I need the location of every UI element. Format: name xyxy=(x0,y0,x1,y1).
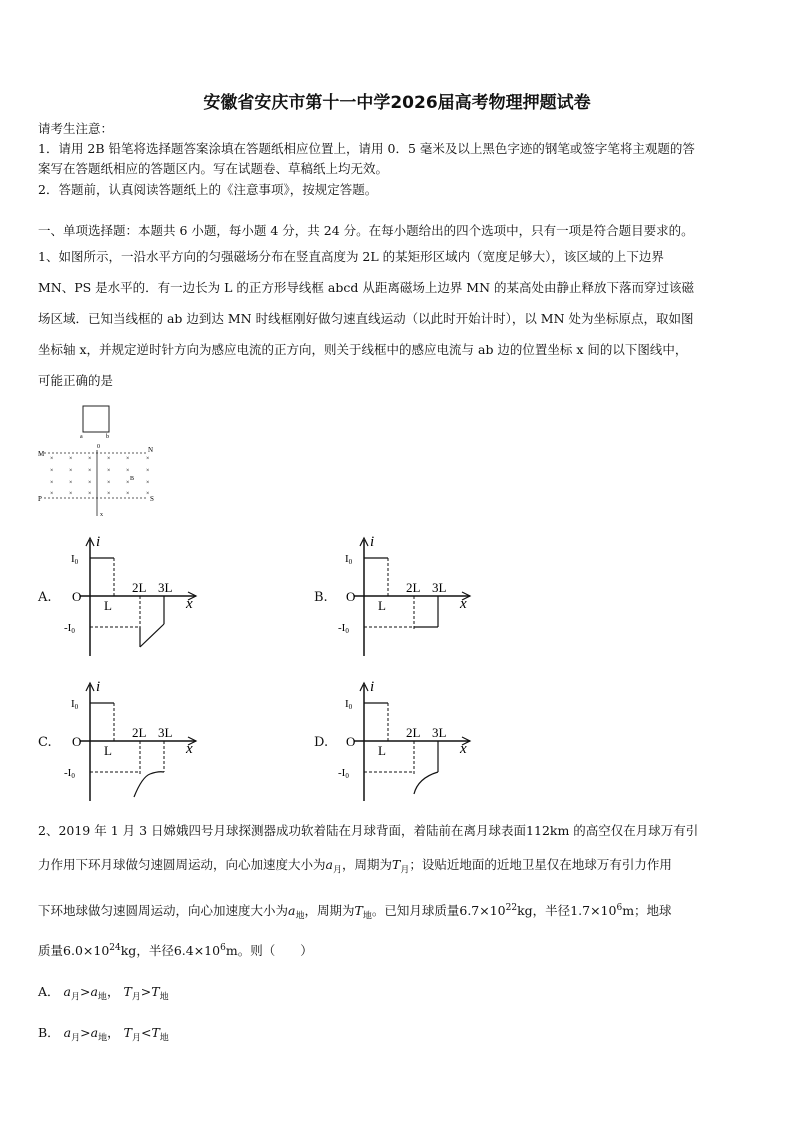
2L-tick-label: 2L xyxy=(406,725,421,740)
neg-I0-label: -I0 xyxy=(64,767,75,780)
L-tick-label: L xyxy=(378,598,386,613)
3L-tick-label: 3L xyxy=(432,580,447,595)
x-axis-label: x xyxy=(186,596,193,612)
option-A-label: A. xyxy=(38,590,52,605)
field-cross: × xyxy=(126,491,130,497)
option-B-graph xyxy=(336,532,476,662)
origin-label: O xyxy=(346,589,356,604)
L-tick-label: L xyxy=(378,743,386,758)
x-axis-label: x xyxy=(186,741,193,757)
q1-line: 1、如图所示，一沿水平方向的匀强磁场分布在竖直高度为 2L 的某矩形区域内（宽度足够大），该区域的上下边界 xyxy=(38,249,664,264)
field-cross: × xyxy=(69,468,73,474)
notice-item-2: 2．答题前，认真阅读答题纸上的《注意事项》，按规定答题。 xyxy=(38,182,378,197)
neg-I0-label: -I0 xyxy=(338,767,349,780)
field-cross: × xyxy=(50,456,54,462)
q2-line-1: 2、2019 年 1 月 3 日嫦娥四号月球探测器成功软着陆在月球背面，着陆前在离月球表面112km 的高空仅在月球万有引 xyxy=(38,823,699,838)
3L-tick-label: 3L xyxy=(158,725,173,740)
2L-tick-label: 2L xyxy=(406,580,421,595)
option-A-graph xyxy=(62,532,202,662)
field-cross: × xyxy=(88,456,92,462)
option-C-label: C. xyxy=(38,735,52,750)
field-cross: × xyxy=(126,456,130,462)
q1-line: 场区域．已知当线框的 ab 边到达 MN 时线框刚好做匀速直线运动（以此时开始计时），以 MN 处为坐标原点，取如图 xyxy=(38,311,694,326)
I0-label: I0 xyxy=(345,553,353,566)
curve-negative xyxy=(414,772,438,794)
I0-label: I0 xyxy=(71,553,79,566)
field-cross: × xyxy=(107,491,111,497)
q1-line: 坐标轴 x，并规定逆时针方向为感应电流的正方向，则关于线框中的感应电流与 ab 边的位置坐标 x 间的以下图线中， xyxy=(38,342,688,357)
option-D-label: D. xyxy=(314,735,329,750)
label-M: M xyxy=(38,450,45,458)
magnetic-field-figure xyxy=(36,398,166,522)
square-coil xyxy=(83,406,109,432)
label-b: b xyxy=(106,434,109,440)
origin-label: O xyxy=(72,734,82,749)
q2-option-B: B． $a_月>a_地$， $T_月<T_地$ xyxy=(38,1025,169,1044)
field-cross: × xyxy=(69,456,73,462)
field-cross: × xyxy=(107,468,111,474)
label-B: B xyxy=(130,476,135,482)
origin-label: O xyxy=(346,734,356,749)
x-axis-label: x xyxy=(460,596,467,612)
label-P: P xyxy=(38,495,42,503)
neg-I0-label: -I0 xyxy=(64,622,75,635)
2L-tick-label: 2L xyxy=(132,725,147,740)
field-crosses xyxy=(50,456,149,497)
I0-label: I0 xyxy=(345,698,353,711)
field-cross: × xyxy=(50,480,54,486)
field-cross: × xyxy=(107,480,111,486)
field-cross: × xyxy=(146,456,150,462)
field-cross: × xyxy=(146,491,150,497)
field-cross: × xyxy=(146,480,150,486)
option-D-graph xyxy=(336,677,476,807)
option-B-label: B. xyxy=(314,590,328,605)
I0-label: I0 xyxy=(71,698,79,711)
3L-tick-label: 3L xyxy=(432,725,447,740)
i-axis-label: i xyxy=(96,679,101,695)
field-cross: × xyxy=(88,491,92,497)
field-cross: × xyxy=(88,468,92,474)
x-axis-label: x xyxy=(460,741,467,757)
question-1-text xyxy=(38,241,760,396)
i-axis-label: i xyxy=(370,534,375,550)
q2-option-A: A． $a_月>a_地$， $T_月>T_地$ xyxy=(38,984,169,1003)
notice-heading: 请考生注意： xyxy=(38,121,114,136)
field-cross: × xyxy=(107,456,111,462)
q1-line: MN、PS 是水平的．有一边长为 L 的正方形导线框 abcd 从距离磁场上边界 MN 的某高处由静止释放下落而穿过该磁 xyxy=(38,280,695,295)
page-title: 安徽省安庆市第十一中学2026届高考物理押题试卷 xyxy=(203,93,591,113)
field-cross: × xyxy=(50,491,54,497)
field-cross: × xyxy=(126,480,130,486)
q2-line-3: 下环地球做匀速圆周运动，向心加速度大小为$a_地$，周期为$T_地$。已知月球质量$6.7\times 10^{22}kg$，半径$1.7\times 10^6m$；地球 xyxy=(38,903,672,922)
q2-line-2: 力作用下环月球做匀速圆周运动，向心加速度大小为$a_月$，周期为$T_月$；设贴近地面的近地卫星仅在地球万有引力作用 xyxy=(38,857,672,876)
3L-tick-label: 3L xyxy=(158,580,173,595)
i-axis-label: i xyxy=(96,534,101,550)
field-cross: × xyxy=(50,468,54,474)
notice-item-1a: 1．请用 2B 铅笔将选择题答案涂填在答题纸相应位置上，请用 0．5 毫米及以上黑色字迹的钢笔或签字笔将主观题的答 xyxy=(38,141,695,156)
field-cross: × xyxy=(88,480,92,486)
curve-negative xyxy=(134,772,164,797)
label-a: a xyxy=(80,434,83,440)
field-cross: × xyxy=(69,491,73,497)
option-C-graph xyxy=(62,677,202,807)
label-x: x xyxy=(100,512,103,518)
label-origin: 0 xyxy=(97,444,100,450)
q2-line-4: 质量$6.0\times 10^{24}kg$，半径$6.4\times 10^6m$。则（ ） xyxy=(38,943,313,959)
label-N: N xyxy=(148,446,154,454)
L-tick-label: L xyxy=(104,743,112,758)
notice-item-1b: 案写在答题纸相应的答题区内。写在试题卷、草稿纸上均无效。 xyxy=(38,161,389,176)
field-cross: × xyxy=(146,468,150,474)
field-cross: × xyxy=(69,480,73,486)
curve-negative xyxy=(140,624,164,647)
neg-I0-label: -I0 xyxy=(338,622,349,635)
i-axis-label: i xyxy=(370,679,375,695)
L-tick-label: L xyxy=(104,598,112,613)
origin-label: O xyxy=(72,589,82,604)
label-S: S xyxy=(150,495,154,503)
field-cross: × xyxy=(126,468,130,474)
q1-line: 可能正确的是 xyxy=(38,373,114,388)
section-header: 一、单项选择题：本题共 6 小题，每小题 4 分，共 24 分。在每小题给出的四个选项中，只有一项是符合题目要求的。 xyxy=(38,223,694,238)
2L-tick-label: 2L xyxy=(132,580,147,595)
